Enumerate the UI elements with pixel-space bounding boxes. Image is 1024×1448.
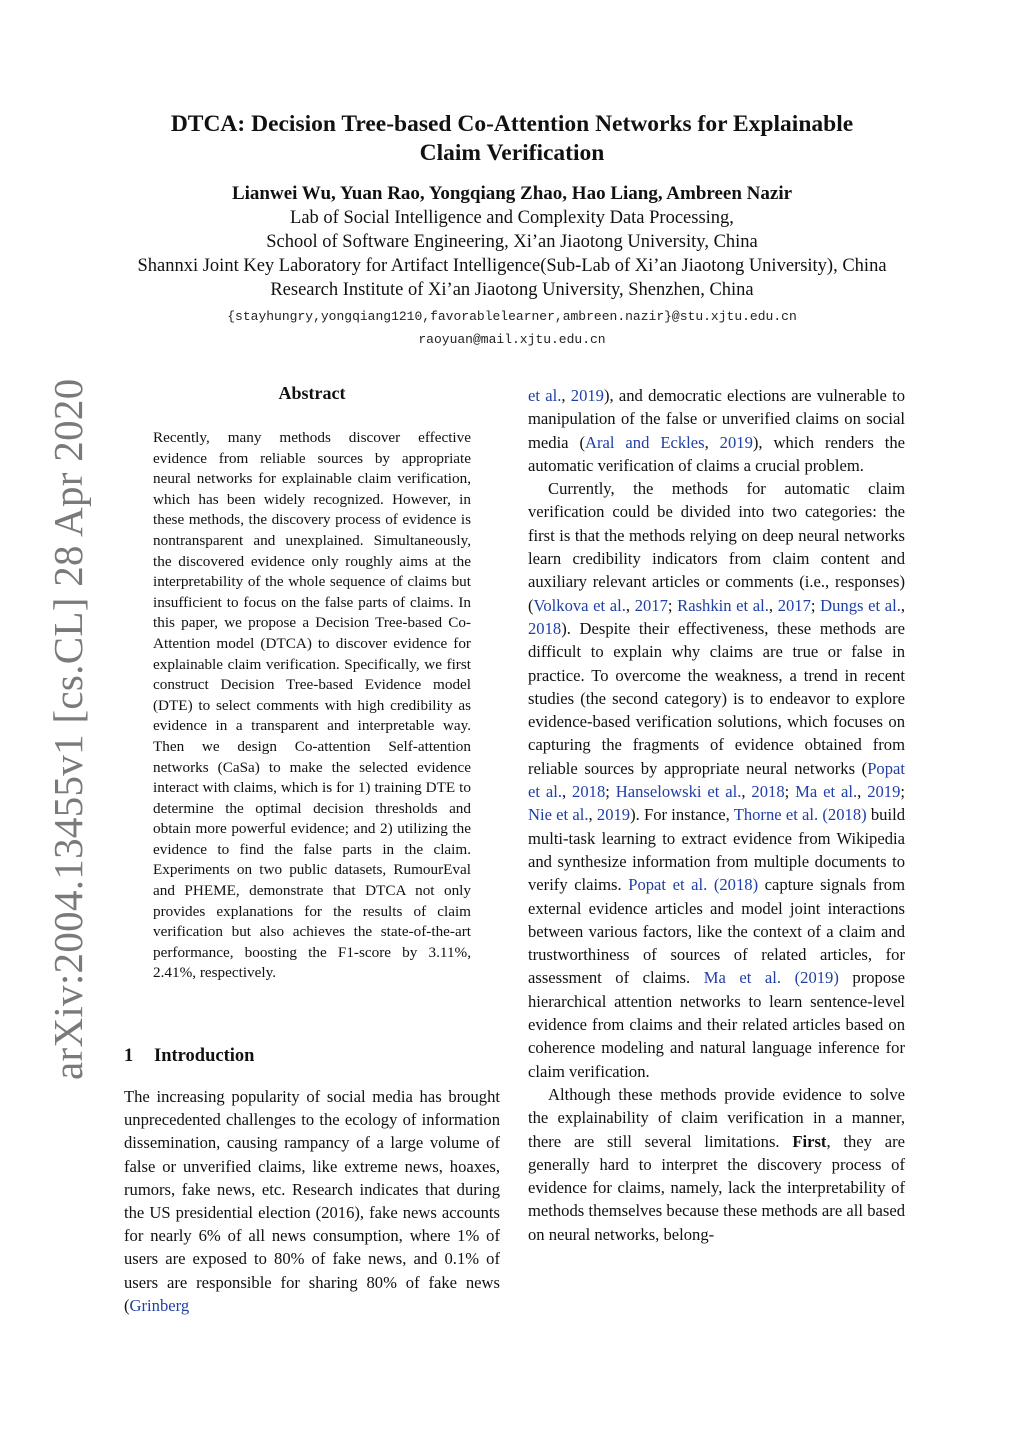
text-span: ;: [784, 782, 796, 802]
paragraph: [528, 384, 905, 477]
text-span: propose hierarchical attention networks to learn sentence-level evidence from claims and their related articles based on coherence modeling and natural language inference for claim verification.: [528, 968, 905, 1081]
citation-link[interactable]: (2019): [794, 968, 839, 988]
citation-link[interactable]: Aral and Eckles: [585, 432, 705, 452]
citation-link[interactable]: Popat et al.: [628, 875, 708, 895]
citation-link[interactable]: (2018): [822, 805, 867, 825]
text-span: ,: [704, 432, 720, 452]
affiliation-line: Research Institute of Xi’an Jiaotong University, Shenzhen, China: [270, 280, 754, 300]
text-span: , they are generally hard to interpret the discovery process of evidence for claims, namely, lack the interpretability of methods themselves because these methods are all based on neural networks, belong-: [528, 1131, 905, 1244]
author-list: Lianwei Wu, Yuan Rao, Yongqiang Zhao, Hao Liang, Ambreen Nazir: [231, 183, 793, 204]
text-span: ,: [741, 782, 752, 802]
text-span: Although these methods provide evidence to solve the explainability of claim verification in a manner, there are still several limitations.: [528, 1084, 905, 1151]
text-span: ,: [857, 782, 868, 802]
affiliation-line: School of Software Engineering, Xi’an Jiaotong University, China: [266, 232, 758, 252]
left-column-text: [124, 1085, 500, 1317]
text-span: ,: [625, 595, 635, 615]
text-span: ,: [562, 782, 573, 802]
citation-link[interactable]: 2018: [751, 782, 785, 802]
section-title: Introduction: [154, 1046, 255, 1066]
abstract-text: Recently, many methods discover effective evidence from reliable sources by appropriate neural networks for explainable claim verification, which has been widely recognized. However, in these methods, the discovery process of evidence is nontransparent and unexplained. Simultaneously, the discovered evidence only roughly aims at the interpretability of the whole sequence of claims but insufficient to focus on the false parts of claims. In this paper, we propose a Decision Tree-based Co-Attention model (DTCA) to discover evidence for explainable claim verification. Specifically, we first construct Decision Tree-based Evidence model (DTE) to select comments with high credibility as evidence in a transparent and interpretable way. Then we design Co-attention Self-attention networks (CaSa) to make the selected evidence interact with claims, which is for 1) training DTE to determine the optimal decision thresholds and obtain more powerful evidence; and 2) utilizing the evidence to find the false parts in the claim. Experiments on two public datasets, RumourEval and PHEME, demonstrate that DTCA not only provides explanations for the results of claim verification but also achieves the state-of-the-art performance, boosting the F1-score by 3.11%, 2.41%, respectively.: [153, 429, 471, 982]
citation-link[interactable]: et al.: [528, 386, 562, 405]
section-heading-introduction: [124, 1046, 254, 1067]
text-span: [781, 968, 795, 987]
text-span: ,: [588, 805, 597, 825]
section-number: 1: [124, 1046, 134, 1066]
citation-link[interactable]: (2018): [713, 875, 759, 895]
text-span: ;: [605, 782, 616, 802]
right-column-text: [528, 384, 905, 1246]
text-span: ;: [900, 782, 905, 802]
text-span: build multi-task learning to extract evidence from Wikipedia and synthesize information from multiple documents to verify claims.: [528, 805, 905, 895]
citation-link[interactable]: Ma et al.: [795, 782, 858, 802]
citation-link[interactable]: 2019: [596, 805, 631, 825]
text-span: ). Despite their effectiveness, these methods are difficult to explain why claims are true or false in practice. To overcome the weakness, a trend in recent studies (the second category) is to endeavor to explore evidence-based verification solutions, which focuses on capturing the fragments of evidence obtained from reliable sources by appropriate neural networks (: [528, 618, 905, 778]
citation-link[interactable]: Volkova et al.: [533, 595, 626, 615]
citation-link[interactable]: Grinberg: [129, 1295, 190, 1315]
citation-link[interactable]: 2018: [572, 782, 606, 802]
text-span: ,: [900, 595, 906, 615]
paragraph: [124, 1085, 500, 1317]
citation-link[interactable]: Thorne et al.: [733, 805, 819, 825]
arxiv-identifier-stamp: arXiv:2004.13455v1 [cs.CL] 28 Apr 2020: [45, 378, 91, 1080]
paragraph: [528, 1083, 905, 1246]
citation-link[interactable]: Rashkin et al.: [677, 595, 769, 615]
citation-link[interactable]: Nie et al.: [528, 805, 589, 825]
affiliation-line: Shannxi Joint Key Laboratory for Artifact Intelligence(Sub-Lab of Xi’an Jiaotong University), China: [137, 256, 887, 276]
text-span: ). For instance,: [630, 805, 734, 825]
citation-link[interactable]: 2017: [777, 595, 811, 615]
text-span: ), and democratic elections are vulnerable to manipulation of the false or unverified claims on social media (: [528, 386, 905, 452]
citation-link[interactable]: Ma et al.: [703, 968, 782, 988]
text-span: [707, 875, 714, 894]
citation-link[interactable]: 2018: [528, 618, 562, 638]
citation-link[interactable]: 2019: [570, 386, 604, 405]
author-email: {stayhungry,yongqiang1210,favorablelearner,ambreen.nazir}@stu.xjtu.edu.cn: [227, 309, 797, 324]
text-span: The increasing popularity of social media has brought unprecedented challenges to the ecology of information dissemination, causing rampancy of a large volume of false or unverified claims, like extreme news, hoaxes, rumors, fake news, etc. Research indicates that during the US presidential election (2016), fake news accounts for nearly 6% of all news consumption, where 1% of users are exposed to 80% of fake news, and 0.1% of users are responsible for sharing 80% of fake news (: [124, 1087, 500, 1315]
citation-link[interactable]: Popat et al.: [528, 758, 905, 802]
text-span: ,: [561, 386, 571, 405]
text-span: capture signals from external evidence articles and model joint interactions between various factors, like the context of a claim and trustworthiness of sources of related articles, for assessment of claims.: [528, 875, 905, 988]
text-span: ), which renders the automatic verification of claims a crucial problem.: [528, 432, 906, 475]
paper-title: [112, 110, 912, 168]
author-email: raoyuan@mail.xjtu.edu.cn: [418, 332, 606, 347]
citation-link[interactable]: 2017: [634, 595, 668, 615]
text-span: ;: [667, 595, 678, 615]
citation-link[interactable]: Hanselowski et al.: [615, 782, 742, 802]
text-span: ,: [768, 595, 778, 615]
paragraph: [528, 477, 905, 1083]
abstract-heading: Abstract: [278, 383, 346, 403]
citation-link[interactable]: 2019: [719, 432, 753, 452]
text-span: ;: [810, 595, 821, 615]
citation-link[interactable]: 2019: [867, 782, 901, 802]
title-line: DTCA: Decision Tree-based Co-Attention Networks for Explainable: [170, 111, 854, 137]
title-line: Claim Verification: [419, 140, 605, 166]
bold-text: First: [792, 1131, 827, 1151]
text-span: Currently, the methods for automatic claim verification could be divided into two categories: the first is that the methods relying on deep neural networks learn credibility indicators from claim content and auxiliary relevant articles or comments (i.e., responses) (: [528, 479, 905, 615]
affiliation-line: Lab of Social Intelligence and Complexity Data Processing,: [290, 208, 734, 228]
citation-link[interactable]: Dungs et al.: [820, 595, 901, 615]
